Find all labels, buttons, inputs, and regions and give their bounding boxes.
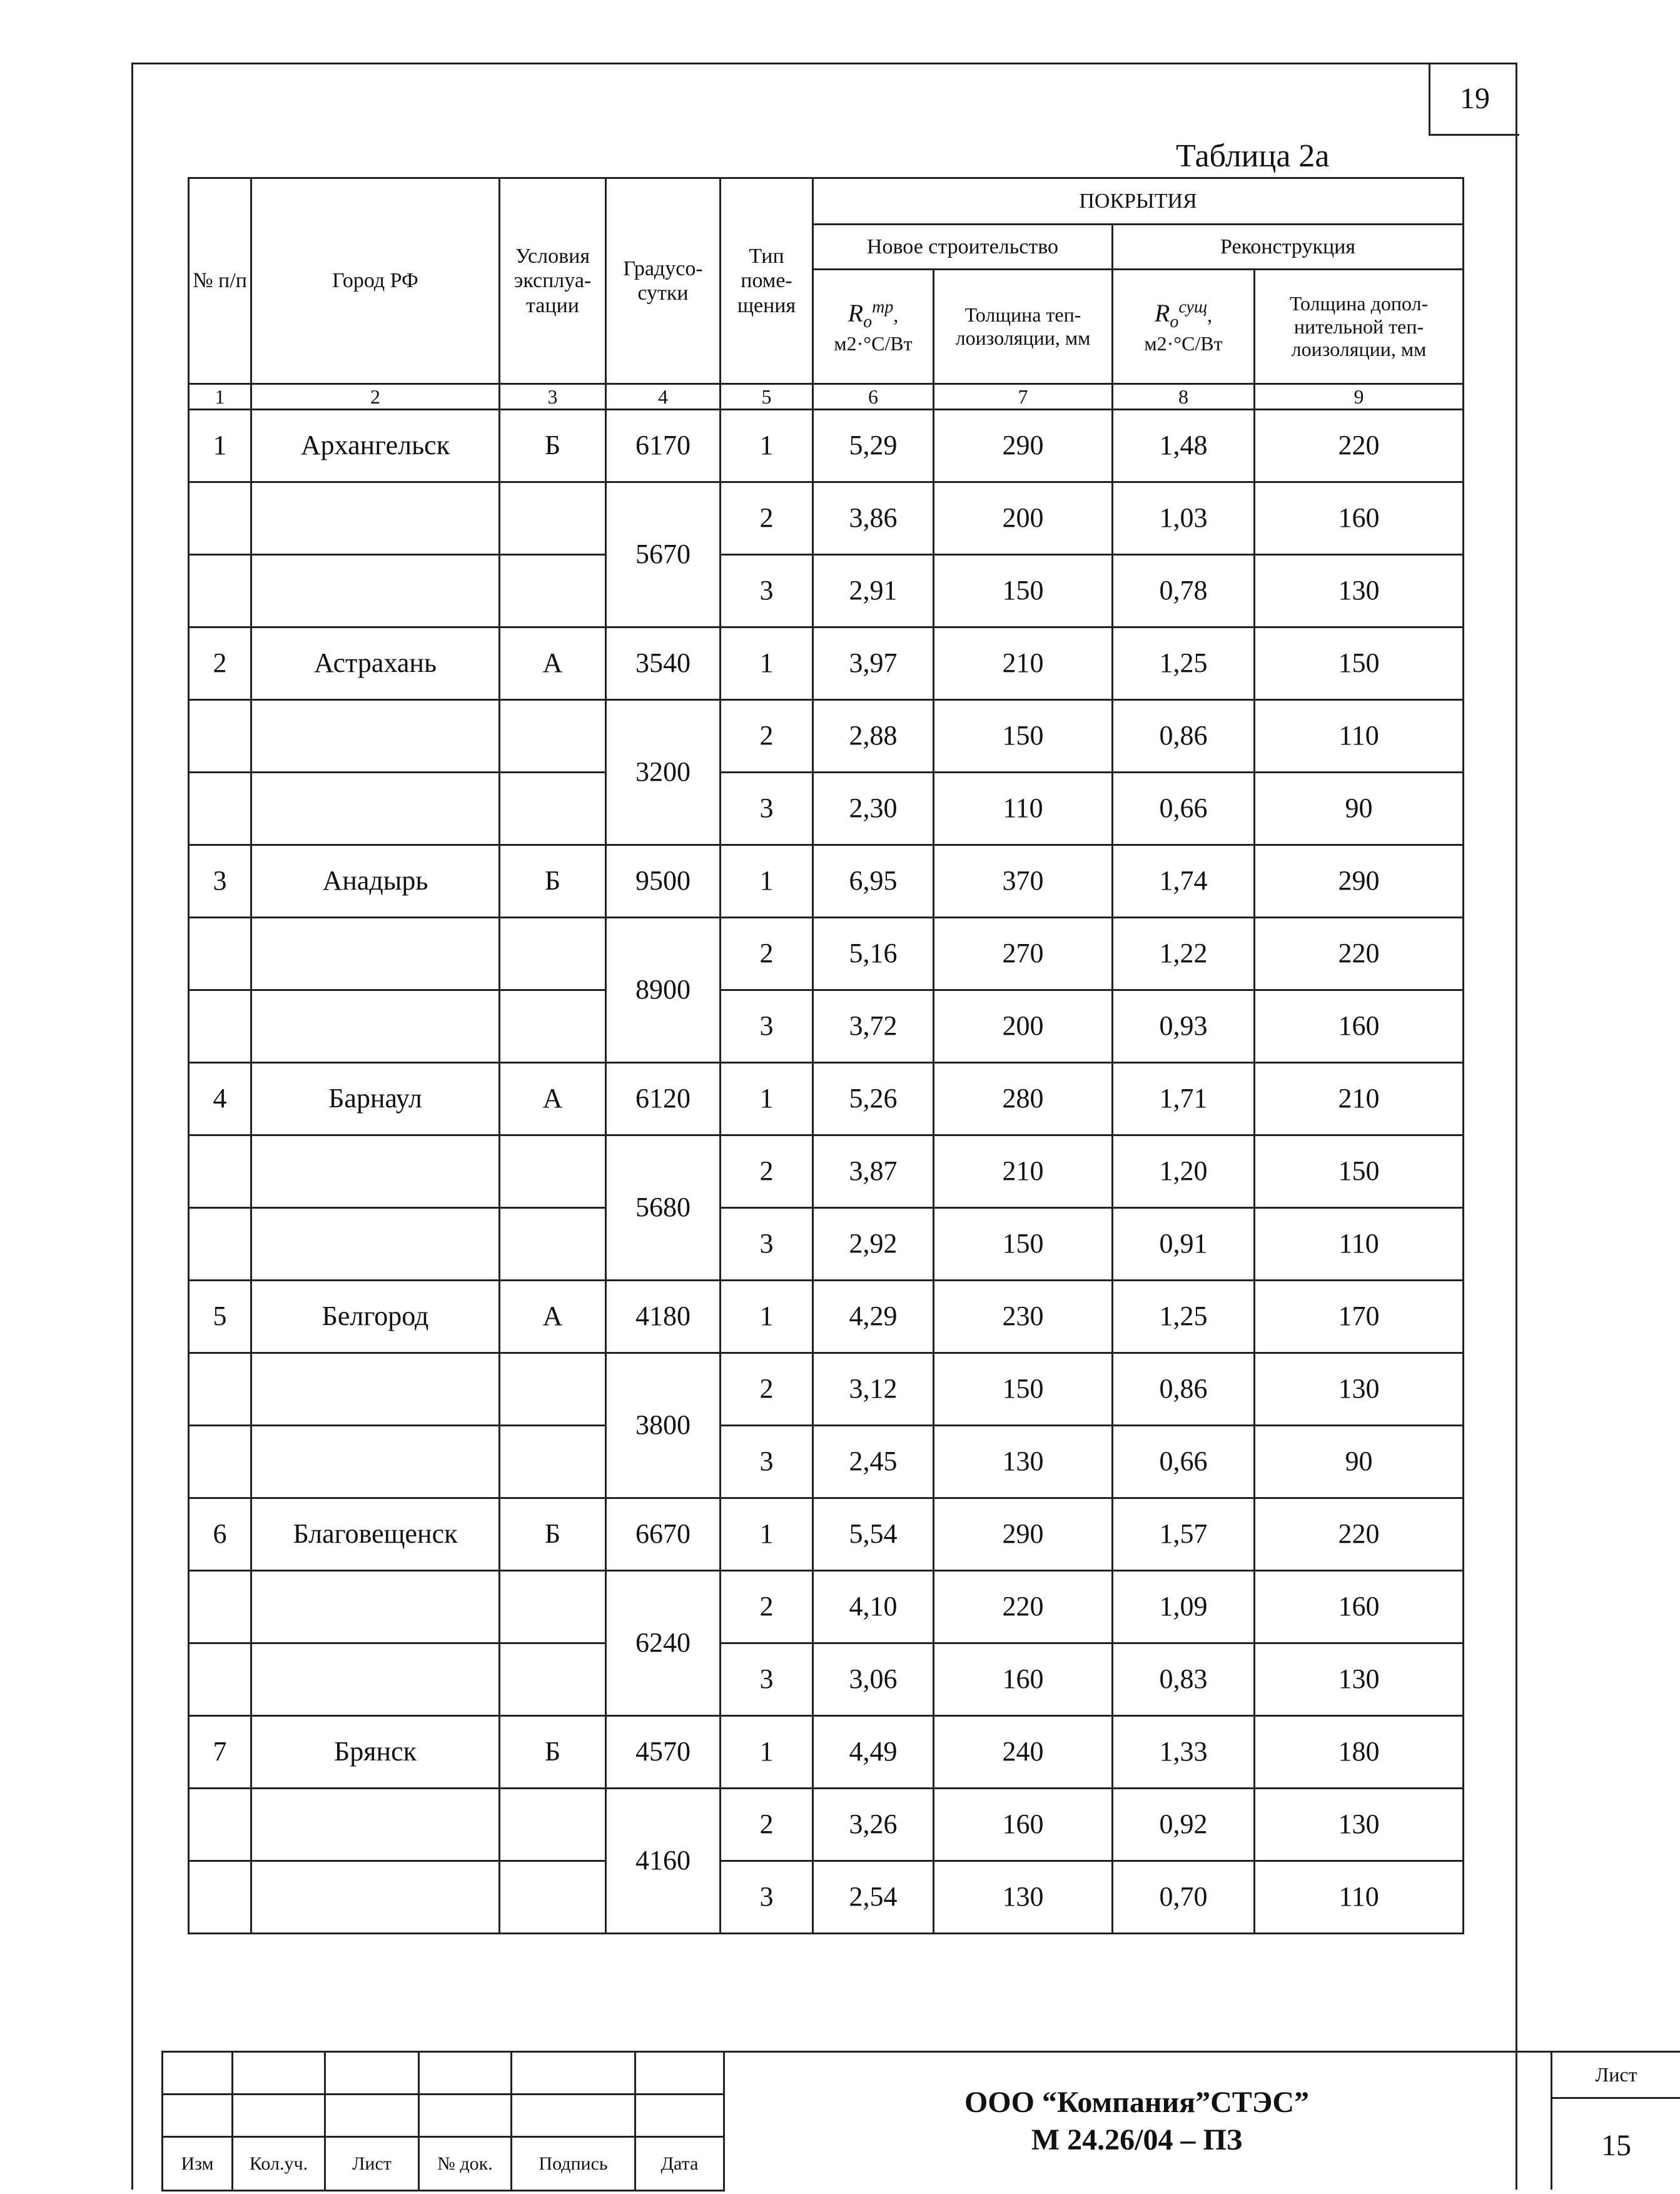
table-row: [189, 1498, 1464, 1571]
sheet-number: 15: [1601, 2128, 1631, 2162]
r-required-value: 5,29: [813, 410, 934, 482]
r-existing-value: 0,83: [1113, 1643, 1255, 1716]
room-type-value: 2: [721, 1353, 813, 1426]
add-thickness-value: 220: [1255, 410, 1464, 482]
room-type-value: 2: [721, 1135, 813, 1208]
add-thickness-value: 90: [1255, 1426, 1464, 1498]
empty-cell: [251, 1353, 500, 1426]
empty-cell: [189, 773, 251, 845]
thickness-value: 130: [934, 1426, 1113, 1498]
degree-days-value: 6670: [606, 1498, 721, 1571]
thickness-value: 230: [934, 1281, 1113, 1353]
header-new-construction: Новое строительство: [813, 225, 1113, 270]
table-row: [189, 482, 1464, 555]
r-required-value: 4,10: [813, 1571, 934, 1643]
table-caption: Таблица 2а: [1176, 138, 1330, 174]
page-number: 19: [1429, 63, 1519, 136]
column-number-cell: 5: [721, 384, 813, 410]
r-required-value: 2,30: [813, 773, 934, 845]
organization-name: ООО “Компания”СТЭС”: [964, 2085, 1310, 2119]
thickness-value: 200: [934, 990, 1113, 1063]
r-existing-value: 1,71: [1113, 1063, 1255, 1135]
row-number: 4: [189, 1063, 251, 1135]
room-type-value: 3: [721, 1208, 813, 1281]
degree-days-value: 3200: [606, 700, 721, 845]
degree-days-value: 4160: [606, 1789, 721, 1934]
table-row: [189, 845, 1464, 918]
degree-days-value: 6170: [606, 410, 721, 482]
add-thickness-value: 170: [1255, 1281, 1464, 1353]
add-thickness-value: 110: [1255, 1861, 1464, 1934]
conditions-value: Б: [500, 1716, 606, 1789]
empty-cell: [500, 1353, 606, 1426]
r-required-value: 3,26: [813, 1789, 934, 1861]
empty-cell: [189, 1861, 251, 1934]
r-existing-value: 0,91: [1113, 1208, 1255, 1281]
table-row: [189, 1789, 1464, 1861]
add-thickness-value: 130: [1255, 1353, 1464, 1426]
data-table: [188, 177, 1464, 1934]
title-block: [161, 2051, 1637, 2190]
column-number-cell: 1: [189, 384, 251, 410]
degree-days-value: 4570: [606, 1716, 721, 1789]
empty-cell: [189, 1789, 251, 1861]
room-type-value: 3: [721, 773, 813, 845]
empty-cell: [500, 773, 606, 845]
row-number: 2: [189, 627, 251, 700]
thickness-value: 290: [934, 1498, 1113, 1571]
empty-cell: [251, 1571, 500, 1643]
add-thickness-value: 130: [1255, 555, 1464, 627]
sheet-box: [1552, 2051, 1680, 2190]
table-row: [189, 627, 1464, 700]
thickness-value: 150: [934, 700, 1113, 773]
r-required-value: 3,12: [813, 1353, 934, 1426]
empty-cell: [251, 1861, 500, 1934]
r-existing-value: 1,09: [1113, 1571, 1255, 1643]
header-reconstruction: Реконструкция: [1113, 225, 1464, 270]
room-type-value: 3: [721, 1861, 813, 1934]
conditions-value: Б: [500, 1498, 606, 1571]
header-degree-days: Градусо-сутки: [606, 178, 721, 384]
empty-cell: [500, 555, 606, 627]
header-city: Город РФ: [251, 178, 500, 384]
r-existing-value: 0,66: [1113, 773, 1255, 845]
add-thickness-value: 90: [1255, 773, 1464, 845]
header-room-type: Тип поме-щения: [721, 178, 813, 384]
r-required-value: 2,92: [813, 1208, 934, 1281]
table-row: [189, 1353, 1464, 1426]
empty-cell: [251, 918, 500, 990]
title-block-label: Кол.уч.: [233, 2137, 325, 2191]
r-required-value: 3,06: [813, 1643, 934, 1716]
city-name: Благовещенск: [251, 1498, 500, 1571]
thickness-value: 220: [934, 1571, 1113, 1643]
empty-cell: [189, 1571, 251, 1643]
row-number: 1: [189, 410, 251, 482]
degree-days-value: 8900: [606, 918, 721, 1063]
r-existing-value: 0,86: [1113, 700, 1255, 773]
column-number-cell: 7: [934, 384, 1113, 410]
room-type-value: 3: [721, 555, 813, 627]
table-row: [189, 918, 1464, 990]
r-required-value: 2,54: [813, 1861, 934, 1934]
header-num: № п/п: [189, 178, 251, 384]
conditions-value: А: [500, 1281, 606, 1353]
thickness-value: 130: [934, 1861, 1113, 1934]
empty-cell: [500, 482, 606, 555]
room-type-value: 1: [721, 845, 813, 918]
thickness-value: 240: [934, 1716, 1113, 1789]
title-block-label: Дата: [635, 2137, 724, 2191]
degree-days-value: 3800: [606, 1353, 721, 1498]
table-row: [189, 990, 1464, 1063]
header-thickness: Толщина теп-лоизоляции, мм: [934, 270, 1113, 384]
add-thickness-value: 290: [1255, 845, 1464, 918]
row-number: 7: [189, 1716, 251, 1789]
city-name: Анадырь: [251, 845, 500, 918]
add-thickness-value: 160: [1255, 1571, 1464, 1643]
row-number: 5: [189, 1281, 251, 1353]
thickness-value: 270: [934, 918, 1113, 990]
r-required-value: 5,26: [813, 1063, 934, 1135]
r-required-value: 3,97: [813, 627, 934, 700]
empty-cell: [500, 918, 606, 990]
empty-cell: [251, 773, 500, 845]
r-existing-value: 1,57: [1113, 1498, 1255, 1571]
add-thickness-value: 160: [1255, 482, 1464, 555]
degree-days-value: 6240: [606, 1571, 721, 1716]
add-thickness-value: 110: [1255, 700, 1464, 773]
room-type-value: 3: [721, 1643, 813, 1716]
empty-cell: [500, 1426, 606, 1498]
r-required-value: 2,91: [813, 555, 934, 627]
r-existing-value: 1,33: [1113, 1716, 1255, 1789]
table-row: [189, 1281, 1464, 1353]
empty-cell: [189, 1135, 251, 1208]
r-existing-value: 0,86: [1113, 1353, 1255, 1426]
r-required-value: 4,49: [813, 1716, 934, 1789]
conditions-value: А: [500, 627, 606, 700]
room-type-value: 1: [721, 1281, 813, 1353]
add-thickness-value: 130: [1255, 1643, 1464, 1716]
room-type-value: 2: [721, 1571, 813, 1643]
r-existing-value: 1,48: [1113, 410, 1255, 482]
room-type-value: 1: [721, 1063, 813, 1135]
r-required-value: 2,45: [813, 1426, 934, 1498]
conditions-value: Б: [500, 845, 606, 918]
add-thickness-value: 150: [1255, 627, 1464, 700]
r-existing-value: 1,03: [1113, 482, 1255, 555]
city-name: Брянск: [251, 1716, 500, 1789]
empty-cell: [251, 555, 500, 627]
empty-cell: [189, 1643, 251, 1716]
add-thickness-value: 210: [1255, 1063, 1464, 1135]
table-row: [189, 555, 1464, 627]
row-number: 3: [189, 845, 251, 918]
row-number: 6: [189, 1498, 251, 1571]
r-required-value: 4,29: [813, 1281, 934, 1353]
table-row: [189, 1208, 1464, 1281]
empty-cell: [500, 990, 606, 1063]
empty-cell: [251, 1208, 500, 1281]
r-existing-value: 1,22: [1113, 918, 1255, 990]
r-existing-value: 1,25: [1113, 1281, 1255, 1353]
empty-cell: [251, 1426, 500, 1498]
thickness-value: 210: [934, 1135, 1113, 1208]
add-thickness-value: 180: [1255, 1716, 1464, 1789]
table-row: [189, 1571, 1464, 1643]
header-add-thickness: Толщина допол-нительной теп-лоизоляции, мм: [1255, 270, 1464, 384]
degree-days-value: 3540: [606, 627, 721, 700]
room-type-value: 1: [721, 1716, 813, 1789]
empty-cell: [500, 1789, 606, 1861]
thickness-value: 150: [934, 1208, 1113, 1281]
thickness-value: 160: [934, 1789, 1113, 1861]
empty-cell: [500, 1135, 606, 1208]
column-number-row: [189, 384, 1464, 410]
degree-days-value: 5680: [606, 1135, 721, 1281]
empty-cell: [500, 1861, 606, 1934]
conditions-value: Б: [500, 410, 606, 482]
thickness-value: 150: [934, 1353, 1113, 1426]
degree-days-value: 6120: [606, 1063, 721, 1135]
add-thickness-value: 150: [1255, 1135, 1464, 1208]
empty-cell: [500, 1643, 606, 1716]
r-existing-value: 1,25: [1113, 627, 1255, 700]
room-type-value: 2: [721, 1789, 813, 1861]
r-existing-value: 0,93: [1113, 990, 1255, 1063]
thickness-value: 110: [934, 773, 1113, 845]
thickness-value: 200: [934, 482, 1113, 555]
empty-cell: [500, 1571, 606, 1643]
room-type-value: 3: [721, 990, 813, 1063]
column-number-cell: 3: [500, 384, 606, 410]
empty-cell: [500, 1208, 606, 1281]
title-block-label: № док.: [419, 2137, 512, 2191]
column-number-cell: 2: [251, 384, 500, 410]
empty-cell: [189, 482, 251, 555]
room-type-value: 1: [721, 410, 813, 482]
room-type-value: 1: [721, 1498, 813, 1571]
sheet-label: Лист: [1552, 2053, 1680, 2099]
r-required-value: 5,16: [813, 918, 934, 990]
header-conditions: Условия эксплуа-тации: [500, 178, 606, 384]
column-number-cell: 9: [1255, 384, 1464, 410]
r-required-value: 3,86: [813, 482, 934, 555]
r-required-value: 3,87: [813, 1135, 934, 1208]
header-r-required: $R_o^{тр}$, м2·°С/Вт: [813, 270, 934, 384]
conditions-value: А: [500, 1063, 606, 1135]
add-thickness-value: 220: [1255, 918, 1464, 990]
column-number-cell: 8: [1113, 384, 1255, 410]
column-number-cell: 4: [606, 384, 721, 410]
empty-cell: [189, 1353, 251, 1426]
thickness-value: 210: [934, 627, 1113, 700]
city-name: Архангельск: [251, 410, 500, 482]
r-existing-value: 0,78: [1113, 555, 1255, 627]
empty-cell: [251, 700, 500, 773]
thickness-value: 370: [934, 845, 1113, 918]
room-type-value: 1: [721, 627, 813, 700]
title-block-label: Подпись: [512, 2137, 635, 2191]
r-required-value: 3,72: [813, 990, 934, 1063]
table-row: [189, 1861, 1464, 1934]
city-name: Астрахань: [251, 627, 500, 700]
table-row: [189, 700, 1464, 773]
room-type-value: 2: [721, 700, 813, 773]
organization-block: [723, 2051, 1552, 2190]
degree-days-value: 5670: [606, 482, 721, 627]
table-row: [189, 1063, 1464, 1135]
empty-cell: [251, 990, 500, 1063]
empty-cell: [189, 918, 251, 990]
room-type-value: 2: [721, 918, 813, 990]
city-name: Белгород: [251, 1281, 500, 1353]
table-row: [189, 1135, 1464, 1208]
r-existing-value: 1,74: [1113, 845, 1255, 918]
empty-cell: [189, 1208, 251, 1281]
r-existing-value: 0,66: [1113, 1426, 1255, 1498]
table-row: [189, 410, 1464, 482]
room-type-value: 2: [721, 482, 813, 555]
revision-grid: [161, 2051, 725, 2191]
empty-cell: [189, 555, 251, 627]
empty-cell: [251, 1643, 500, 1716]
table-row: [189, 1643, 1464, 1716]
table-row: [189, 773, 1464, 845]
degree-days-value: 4180: [606, 1281, 721, 1353]
r-required-value: 5,54: [813, 1498, 934, 1571]
empty-cell: [251, 1789, 500, 1861]
degree-days-value: 9500: [606, 845, 721, 918]
r-required-value: 6,95: [813, 845, 934, 918]
empty-cell: [251, 1135, 500, 1208]
thickness-value: 160: [934, 1643, 1113, 1716]
table-row: [189, 1426, 1464, 1498]
add-thickness-value: 110: [1255, 1208, 1464, 1281]
empty-cell: [189, 700, 251, 773]
header-r-existing: $R_o^{сущ}$, м2·°С/Вт: [1113, 270, 1255, 384]
city-name: Барнаул: [251, 1063, 500, 1135]
title-block-label: Изм: [163, 2137, 233, 2191]
r-existing-value: 0,92: [1113, 1789, 1255, 1861]
thickness-value: 290: [934, 410, 1113, 482]
thickness-value: 150: [934, 555, 1113, 627]
add-thickness-value: 160: [1255, 990, 1464, 1063]
table-row: [189, 1716, 1464, 1789]
add-thickness-value: 130: [1255, 1789, 1464, 1861]
empty-cell: [251, 482, 500, 555]
thickness-value: 280: [934, 1063, 1113, 1135]
add-thickness-value: 220: [1255, 1498, 1464, 1571]
r-required-value: 2,88: [813, 700, 934, 773]
r-existing-value: 0,70: [1113, 1861, 1255, 1934]
empty-cell: [189, 990, 251, 1063]
empty-cell: [500, 700, 606, 773]
column-number-cell: 6: [813, 384, 934, 410]
room-type-value: 3: [721, 1426, 813, 1498]
r-existing-value: 1,20: [1113, 1135, 1255, 1208]
empty-cell: [189, 1426, 251, 1498]
title-block-label: Лист: [325, 2137, 419, 2191]
header-coverings: ПОКРЫТИЯ: [813, 178, 1464, 225]
document-code: М 24.26/04 – ПЗ: [1031, 2123, 1243, 2156]
